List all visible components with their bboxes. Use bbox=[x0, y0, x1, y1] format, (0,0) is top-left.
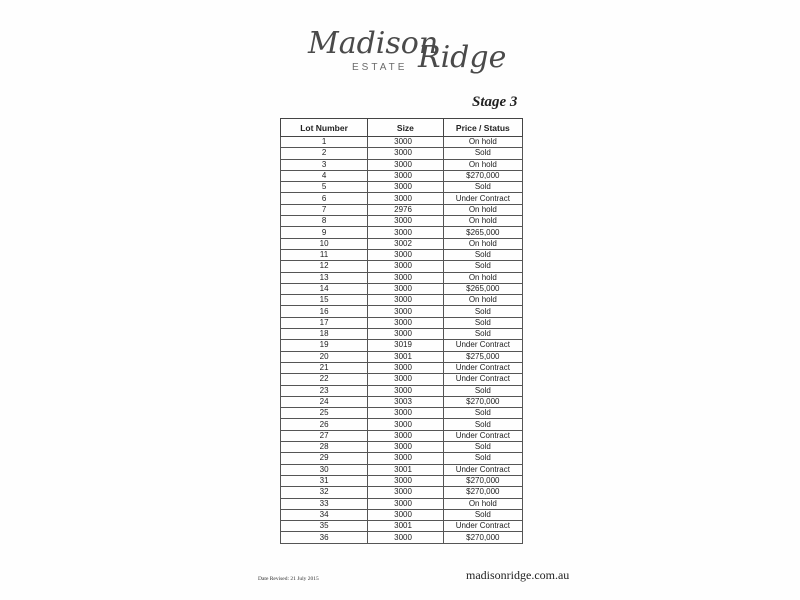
logo-word-madison: Madison bbox=[308, 26, 439, 61]
table-row bbox=[281, 216, 523, 227]
price-status-cell: Sold bbox=[443, 148, 522, 159]
table-row bbox=[281, 340, 523, 351]
lot-number-cell: 9 bbox=[281, 227, 368, 238]
price-status-cell: Sold bbox=[443, 385, 522, 396]
lot-number-cell: 22 bbox=[281, 374, 368, 385]
price-status-cell: $270,000 bbox=[443, 487, 522, 498]
lot-number-cell: 30 bbox=[281, 464, 368, 475]
lot-number-cell: 1 bbox=[281, 137, 368, 148]
price-status-cell: $270,000 bbox=[443, 170, 522, 181]
header-size: Size bbox=[368, 119, 444, 137]
lot-number-cell: 28 bbox=[281, 442, 368, 453]
size-cell: 3000 bbox=[368, 159, 444, 170]
table-row bbox=[281, 238, 523, 249]
table-row bbox=[281, 148, 523, 159]
size-cell: 3000 bbox=[368, 306, 444, 317]
table-row bbox=[281, 329, 523, 340]
price-status-cell: Under Contract bbox=[443, 374, 522, 385]
table-row bbox=[281, 193, 523, 204]
lot-number-cell: 18 bbox=[281, 329, 368, 340]
price-status-cell: $275,000 bbox=[443, 351, 522, 362]
price-status-cell: Sold bbox=[443, 329, 522, 340]
size-cell: 3019 bbox=[368, 340, 444, 351]
lot-number-cell: 35 bbox=[281, 521, 368, 532]
table-row bbox=[281, 509, 523, 520]
table-row bbox=[281, 498, 523, 509]
lot-number-cell: 34 bbox=[281, 509, 368, 520]
date-revised: Date Revised: 21 July 2015 bbox=[258, 576, 319, 582]
header-price-status: Price / Status bbox=[443, 119, 522, 137]
size-cell: 3001 bbox=[368, 351, 444, 362]
size-cell: 3003 bbox=[368, 396, 444, 407]
table-row bbox=[281, 351, 523, 362]
lot-number-cell: 2 bbox=[281, 148, 368, 159]
table-row bbox=[281, 306, 523, 317]
logo-subtitle-estate: ESTATE bbox=[352, 62, 408, 73]
table-row bbox=[281, 159, 523, 170]
website-url: madisonridge.com.au bbox=[466, 568, 570, 582]
lot-number-cell: 27 bbox=[281, 430, 368, 441]
lot-number-cell: 13 bbox=[281, 272, 368, 283]
lot-number-cell: 10 bbox=[281, 238, 368, 249]
price-status-cell: Under Contract bbox=[443, 362, 522, 373]
lot-number-cell: 19 bbox=[281, 340, 368, 351]
lot-number-cell: 33 bbox=[281, 498, 368, 509]
price-status-cell: $265,000 bbox=[443, 227, 522, 238]
table-row bbox=[281, 374, 523, 385]
price-status-cell: On hold bbox=[443, 498, 522, 509]
table-row bbox=[281, 521, 523, 532]
table-row bbox=[281, 396, 523, 407]
price-status-cell: On hold bbox=[443, 272, 522, 283]
price-status-cell: Sold bbox=[443, 442, 522, 453]
price-status-cell: Under Contract bbox=[443, 521, 522, 532]
table-row bbox=[281, 464, 523, 475]
size-cell: 3000 bbox=[368, 509, 444, 520]
lot-number-cell: 3 bbox=[281, 159, 368, 170]
table-row bbox=[281, 272, 523, 283]
price-status-cell: Sold bbox=[443, 182, 522, 193]
price-status-cell: $270,000 bbox=[443, 532, 522, 543]
table-row bbox=[281, 295, 523, 306]
logo-word-ridge: Ridge bbox=[418, 40, 507, 75]
size-cell: 3000 bbox=[368, 249, 444, 260]
lot-number-cell: 14 bbox=[281, 283, 368, 294]
lot-number-cell: 36 bbox=[281, 532, 368, 543]
table-row bbox=[281, 261, 523, 272]
size-cell: 3000 bbox=[368, 362, 444, 373]
price-status-cell: Under Contract bbox=[443, 193, 522, 204]
size-cell: 3000 bbox=[368, 408, 444, 419]
price-status-cell: $270,000 bbox=[443, 396, 522, 407]
table-row bbox=[281, 182, 523, 193]
size-cell: 3000 bbox=[368, 216, 444, 227]
lot-number-cell: 8 bbox=[281, 216, 368, 227]
size-cell: 3000 bbox=[368, 532, 444, 543]
size-cell: 3000 bbox=[368, 329, 444, 340]
table-row bbox=[281, 204, 523, 215]
size-cell: 3000 bbox=[368, 283, 444, 294]
size-cell: 3000 bbox=[368, 453, 444, 464]
size-cell: 3000 bbox=[368, 430, 444, 441]
price-status-cell: On hold bbox=[443, 159, 522, 170]
price-status-cell: Sold bbox=[443, 453, 522, 464]
price-status-cell: Sold bbox=[443, 317, 522, 328]
size-cell: 3000 bbox=[368, 317, 444, 328]
size-cell: 3000 bbox=[368, 170, 444, 181]
price-status-cell: Under Contract bbox=[443, 340, 522, 351]
table-row bbox=[281, 227, 523, 238]
lot-number-cell: 21 bbox=[281, 362, 368, 373]
table-row bbox=[281, 249, 523, 260]
size-cell: 3000 bbox=[368, 419, 444, 430]
price-status-cell: On hold bbox=[443, 295, 522, 306]
size-cell: 2976 bbox=[368, 204, 444, 215]
price-status-cell: On hold bbox=[443, 238, 522, 249]
price-status-cell: Under Contract bbox=[443, 464, 522, 475]
lot-number-cell: 29 bbox=[281, 453, 368, 464]
stage-title: Stage 3 bbox=[472, 94, 518, 110]
size-cell: 3000 bbox=[368, 148, 444, 159]
lot-number-cell: 16 bbox=[281, 306, 368, 317]
price-status-cell: Sold bbox=[443, 306, 522, 317]
size-cell: 3001 bbox=[368, 521, 444, 532]
header-lot-number: Lot Number bbox=[281, 119, 368, 137]
size-cell: 3000 bbox=[368, 475, 444, 486]
lots-table-body bbox=[281, 137, 523, 544]
table-row bbox=[281, 453, 523, 464]
table-row bbox=[281, 137, 523, 148]
table-row bbox=[281, 487, 523, 498]
size-cell: 3000 bbox=[368, 272, 444, 283]
lot-number-cell: 25 bbox=[281, 408, 368, 419]
table-row bbox=[281, 419, 523, 430]
size-cell: 3001 bbox=[368, 464, 444, 475]
price-status-cell: On hold bbox=[443, 216, 522, 227]
size-cell: 3000 bbox=[368, 385, 444, 396]
size-cell: 3002 bbox=[368, 238, 444, 249]
lot-number-cell: 32 bbox=[281, 487, 368, 498]
table-row bbox=[281, 532, 523, 543]
size-cell: 3000 bbox=[368, 374, 444, 385]
table-row bbox=[281, 170, 523, 181]
lot-number-cell: 7 bbox=[281, 204, 368, 215]
size-cell: 3000 bbox=[368, 261, 444, 272]
lot-number-cell: 4 bbox=[281, 170, 368, 181]
size-cell: 3000 bbox=[368, 442, 444, 453]
table-row bbox=[281, 385, 523, 396]
size-cell: 3000 bbox=[368, 137, 444, 148]
table-header-row bbox=[281, 119, 523, 137]
table-row bbox=[281, 430, 523, 441]
lot-number-cell: 31 bbox=[281, 475, 368, 486]
price-status-cell: Sold bbox=[443, 249, 522, 260]
size-cell: 3000 bbox=[368, 295, 444, 306]
price-status-cell: Sold bbox=[443, 509, 522, 520]
lot-number-cell: 11 bbox=[281, 249, 368, 260]
price-status-cell: $265,000 bbox=[443, 283, 522, 294]
table-row bbox=[281, 442, 523, 453]
price-status-cell: Sold bbox=[443, 261, 522, 272]
lot-number-cell: 24 bbox=[281, 396, 368, 407]
table-row bbox=[281, 408, 523, 419]
size-cell: 3000 bbox=[368, 182, 444, 193]
size-cell: 3000 bbox=[368, 487, 444, 498]
price-status-cell: Under Contract bbox=[443, 430, 522, 441]
lot-number-cell: 26 bbox=[281, 419, 368, 430]
table-row bbox=[281, 362, 523, 373]
table-row bbox=[281, 475, 523, 486]
size-cell: 3000 bbox=[368, 227, 444, 238]
size-cell: 3000 bbox=[368, 193, 444, 204]
lot-number-cell: 6 bbox=[281, 193, 368, 204]
lot-number-cell: 17 bbox=[281, 317, 368, 328]
madison-ridge-logo bbox=[300, 26, 507, 78]
lot-number-cell: 12 bbox=[281, 261, 368, 272]
size-cell: 3000 bbox=[368, 498, 444, 509]
price-status-cell: Sold bbox=[443, 419, 522, 430]
price-status-cell: On hold bbox=[443, 137, 522, 148]
price-status-cell: On hold bbox=[443, 204, 522, 215]
lot-number-cell: 15 bbox=[281, 295, 368, 306]
table-row bbox=[281, 283, 523, 294]
price-status-cell: $270,000 bbox=[443, 475, 522, 486]
table-row bbox=[281, 317, 523, 328]
lots-table bbox=[280, 118, 523, 544]
lot-number-cell: 20 bbox=[281, 351, 368, 362]
lot-number-cell: 5 bbox=[281, 182, 368, 193]
price-status-cell: Sold bbox=[443, 408, 522, 419]
lot-number-cell: 23 bbox=[281, 385, 368, 396]
